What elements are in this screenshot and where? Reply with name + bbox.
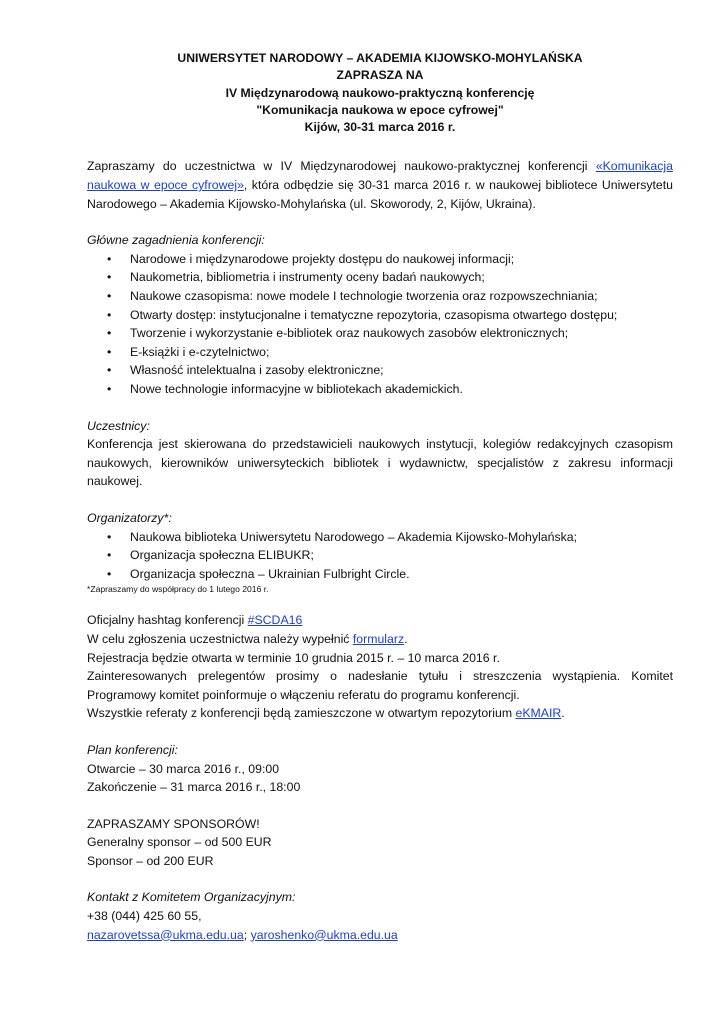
registration-form-link[interactable]: formularz <box>352 631 405 646</box>
speakers-info: Zainteresowanych prelegentów prosimy o nadesłanie tytułu i streszczenia wystąpienia. Komitet Programowy komitet poinformuje o włączeniu referatu do programu konferencji. <box>87 669 673 702</box>
organizer-item: • Organizacja społeczna ELIBUKR; <box>87 546 673 565</box>
topic-item: • Naukowe czasopisma: nowe modele I technologie tworzenia oraz rozpowszechniania; <box>87 287 673 306</box>
plan-closing: Zakończenie – 31 marca 2016 r., 18:00 <box>87 780 301 795</box>
general-sponsor: Generalny sponsor – od 500 EUR <box>87 835 272 850</box>
topics-heading: Główne zagadnienia konferencji: <box>87 233 265 248</box>
document-header <box>87 50 673 136</box>
bullet-icon: • <box>107 270 112 285</box>
topic-item: • Naukometria, bibliometria i instrumenty oceny badań naukowych; <box>87 268 673 287</box>
intro-paragraph <box>87 157 673 213</box>
organizer-item: • Organizacja społeczna – Ukrainian Fulbright Circle. <box>87 565 673 584</box>
bullet-icon: • <box>107 566 112 581</box>
header-date-place: Kijów, 30-31 marca 2016 r. <box>304 120 456 135</box>
intro-text-after: , która odbędzie się 30-31 marca 2016 r. w naukowej bibliotece Uniwersytetu Narodowego – Akademia Kijowsko-Mohylańska (ul. Skoworody, 2, Kijów, Ukraina). <box>87 178 674 211</box>
bullet-icon: • <box>107 307 112 322</box>
bullet-icon: • <box>107 529 112 544</box>
organizers-heading: Organizatorzy*: <box>87 510 172 525</box>
contact-heading: Kontakt z Komitetem Organizacyjnym: <box>87 890 296 905</box>
organizers-list <box>87 528 673 584</box>
bullet-icon: • <box>107 344 112 359</box>
header-invites: ZAPRASZA NA <box>336 68 424 83</box>
organizers-footnote: *Zapraszamy do współpracy do 1 lutego 2016 r. <box>87 584 269 595</box>
participants-text: Konferencja jest skierowana do przedstawicieli naukowych instytucji, kolegiów redakcyjnych czasopism naukowych, kierowników uniwersyteckich bibliotek i wydawnictw, specjalistów z zakresu informacji naukowej. <box>87 437 673 489</box>
bullet-icon: • <box>107 548 112 563</box>
topic-item: • Własność intelektualna i zasoby elektroniczne; <box>87 361 673 380</box>
bullet-icon: • <box>107 326 112 341</box>
contact-phone: +38 (044) 425 60 55, <box>87 909 202 924</box>
registration-period: Rejestracja będzie otwarta w terminie 10 grudnia 2015 r. – 10 marca 2016 r. <box>87 650 500 665</box>
email-link-nazarovets[interactable]: nazarovetssa@ukma.edu.ua <box>87 927 244 942</box>
topics-list <box>87 250 673 399</box>
email-link-yaroshenko[interactable]: yaroshenko@ukma.edu.ua <box>250 927 398 942</box>
form-line: W celu zgłoszenia uczestnictwa należy wypełnić formularz. <box>87 631 408 646</box>
conference-title-link[interactable]: «Komunikacja naukowa w epoce cyfrowej» <box>87 159 673 193</box>
topic-item: • E-książki i e-czytelnictwo; <box>87 343 673 362</box>
hashtag-line: Oficjalny hashtag konferencji #SCDA16 <box>87 613 303 628</box>
topic-item: • Nowe technologie informacyjne w bibliotekach akademickich. <box>87 380 673 399</box>
participants-heading: Uczestnicy: <box>87 418 150 433</box>
document-content <box>87 50 673 944</box>
sponsors-heading: ZAPRASZAMY SPONSORÓW! <box>87 816 260 831</box>
plan-heading: Plan konferencji: <box>87 742 178 757</box>
hashtag-link[interactable]: #SCDA16 <box>247 613 303 628</box>
header-conference-title: "Komunikacja naukowa w epoce cyfrowej" <box>256 102 504 117</box>
header-conference: IV Międzynarodową naukowo-praktyczną konferencję <box>225 85 535 100</box>
intro-text-before: Zapraszamy do uczestnictwa w IV Międzynarodowej naukowo-praktycznej konferencji <box>87 159 596 174</box>
topic-item: • Narodowe i międzynarodowe projekty dostępu do naukowej informacji; <box>87 250 673 269</box>
bullet-icon: • <box>107 382 112 397</box>
bullet-icon: • <box>107 251 112 266</box>
contact-emails: nazarovetssa@ukma.edu.ua; yaroshenko@ukma.edu.ua <box>87 927 398 942</box>
topic-item: • Tworzenie i wykorzystanie e-bibliotek oraz naukowych zasobów elektronicznych; <box>87 324 673 343</box>
organizer-item: • Naukowa biblioteka Uniwersytetu Narodowego – Akademia Kijowsko-Mohylańska; <box>87 528 673 547</box>
repository-link[interactable]: eKMAIR <box>515 706 562 721</box>
bullet-icon: • <box>107 363 112 378</box>
topic-item: • Otwarty dostęp: instytucjonalne i tematyczne repozytoria, czasopisma otwartego dostępu; <box>87 306 673 325</box>
header-university: UNIWERSYTET NARODOWY – AKADEMIA KIJOWSKO-MOHYLAŃSKA <box>177 51 583 65</box>
bullet-icon: • <box>107 289 112 304</box>
plan-opening: Otwarcie – 30 marca 2016 r., 09:00 <box>87 761 280 776</box>
repository-line: Wszystkie referaty z konferencji będą zamieszczone w otwartym repozytorium eKMAIR. <box>87 706 565 721</box>
sponsor: Sponsor – od 200 EUR <box>87 853 214 868</box>
